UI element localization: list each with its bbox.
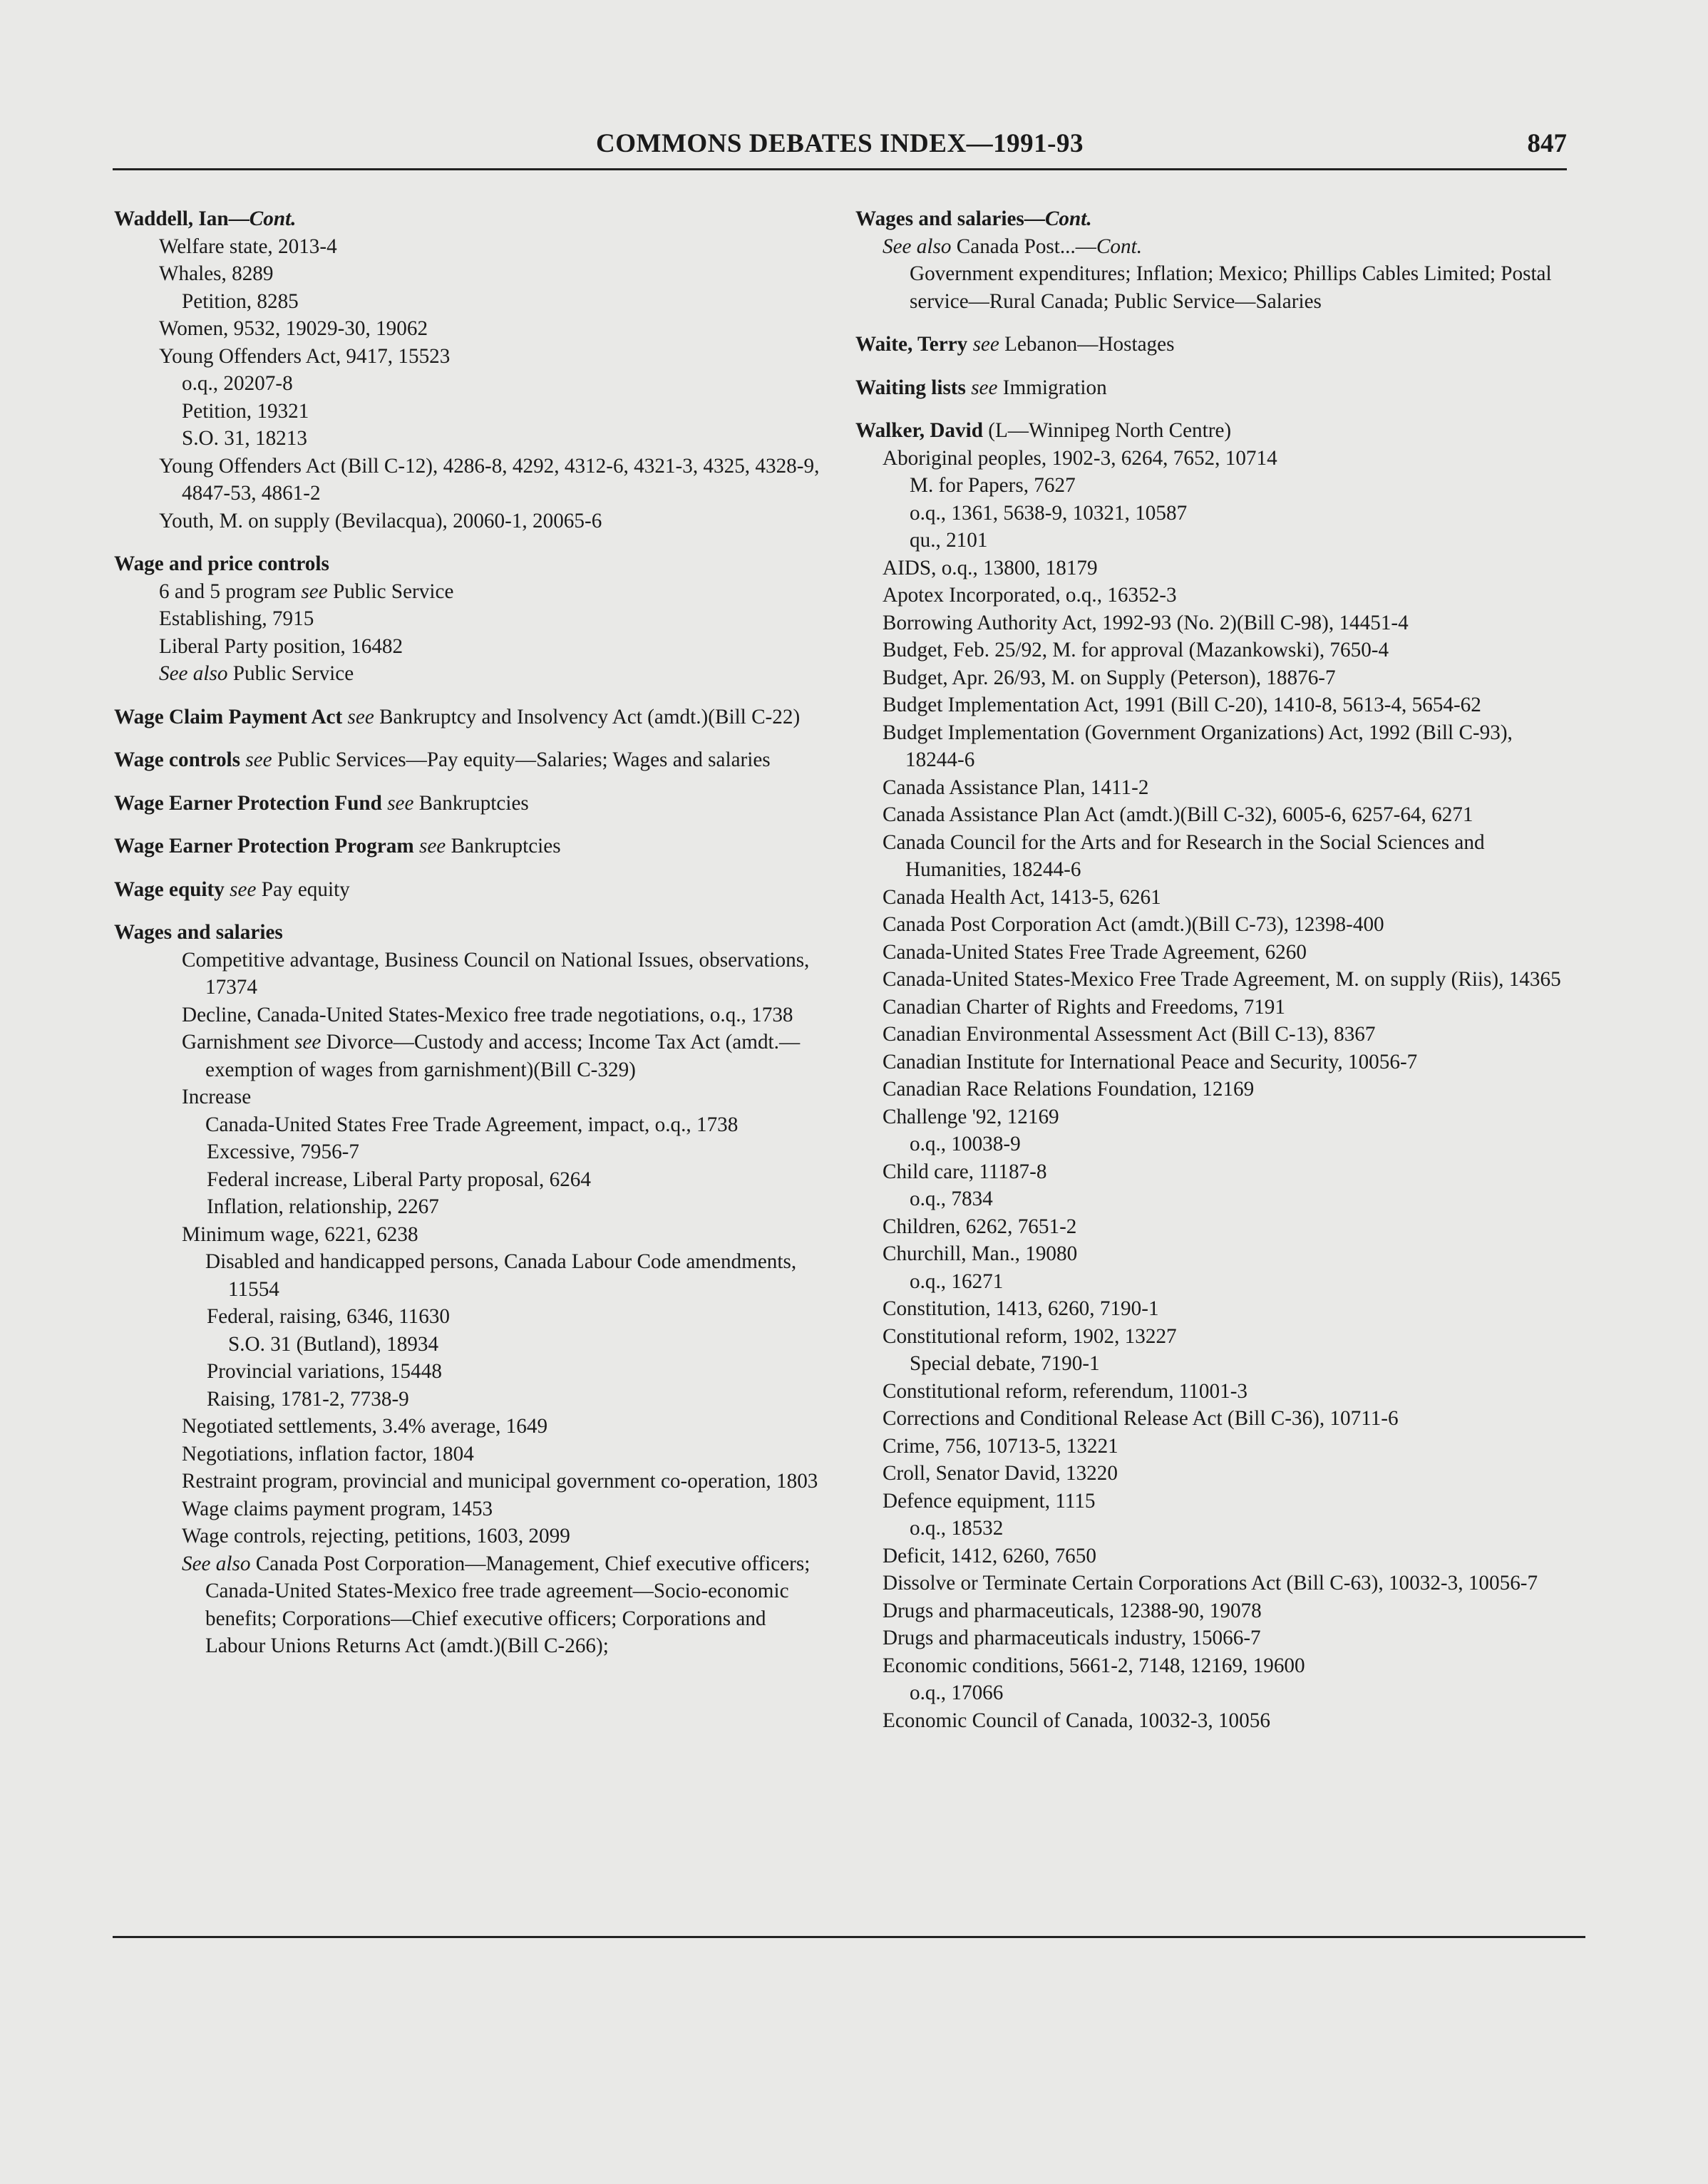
index-text: Liberal Party position, 16482 <box>159 634 403 658</box>
index-text: Negotiated settlements, 3.4% average, 1649 <box>182 1415 548 1438</box>
index-text: o.q., 1361, 5638-9, 10321, 10587 <box>910 501 1188 525</box>
index-text: Women, 9532, 19029-30, 19062 <box>159 317 428 340</box>
index-line <box>855 417 1568 445</box>
index-entry <box>114 704 827 731</box>
index-line <box>855 1433 1568 1461</box>
index-line <box>855 609 1568 637</box>
index-text: Canada Council for the Arts and for Research in the Social Sciences and Humanities, 18244-6 <box>883 830 1485 881</box>
index-line <box>855 233 1568 261</box>
index-line <box>855 527 1568 555</box>
index-text: (L—Winnipeg North Centre) <box>982 419 1232 442</box>
cross-ref-label: Cont. <box>249 207 297 230</box>
cross-ref-label: Cont. <box>1044 207 1092 230</box>
cross-ref-label: see <box>381 791 414 815</box>
index-entry <box>114 919 827 1660</box>
index-text: Budget, Apr. 26/93, M. on Supply (Peterson), 18876-7 <box>883 666 1336 689</box>
index-heading <box>114 919 827 947</box>
index-line <box>855 374 1568 402</box>
index-line <box>114 947 827 1001</box>
index-text: Drugs and pharmaceuticals, 12388-90, 19078 <box>883 1599 1262 1622</box>
index-term: Wage Earner Protection Fund <box>114 791 382 815</box>
index-text: Wage controls, rejecting, petitions, 1603, 2099 <box>182 1525 570 1547</box>
footer-rule <box>113 1936 1585 1938</box>
index-text: Welfare state, 2013-4 <box>159 235 337 258</box>
index-line <box>855 1185 1568 1213</box>
index-entry <box>855 331 1568 359</box>
index-entry <box>114 790 827 818</box>
index-text: Canada Post...— <box>951 235 1096 258</box>
index-text: Canada-United States Free Trade Agreement, impact, o.q., 1738 <box>205 1113 739 1136</box>
index-term: Waite, Terry <box>855 333 968 356</box>
index-text: Canada Assistance Plan Act (amdt.)(Bill C-32), 6005-6, 6257-64, 6271 <box>883 803 1473 826</box>
index-text: Increase <box>182 1086 252 1108</box>
index-line <box>855 1350 1568 1378</box>
index-text: Bankruptcy and Insolvency Act (amdt.)(Bill C-22) <box>374 705 801 728</box>
index-line <box>855 1515 1568 1542</box>
index-line <box>855 331 1568 359</box>
index-line <box>114 1523 827 1550</box>
index-text: Disabled and handicapped persons, Canada Labour Code amendments, 11554 <box>205 1250 797 1301</box>
index-line <box>855 1405 1568 1433</box>
index-line <box>855 1103 1568 1131</box>
index-line <box>855 1624 1568 1652</box>
index-text: Public Service <box>327 580 454 603</box>
cross-ref-label: see <box>240 748 272 771</box>
index-line <box>114 425 827 453</box>
index-line <box>855 1295 1568 1323</box>
index-entry <box>114 205 827 535</box>
index-text: Bankruptcies <box>413 791 529 815</box>
index-line <box>855 1707 1568 1735</box>
index-line <box>855 884 1568 912</box>
index-text: Drugs and pharmaceuticals industry, 15066-7 <box>883 1627 1261 1649</box>
index-text: Budget Implementation Act, 1991 (Bill C-20), 1410-8, 5613-4, 5654-62 <box>883 694 1481 716</box>
index-line <box>114 1413 827 1441</box>
index-term: Walker, David <box>855 419 983 442</box>
index-text: Young Offenders Act (Bill C-12), 4286-8, 4292, 4312-6, 4321-3, 4325, 4328-9, 4847-53, 4861-2 <box>159 454 820 505</box>
index-line <box>855 582 1568 609</box>
index-text: Canadian Race Relations Foundation, 12169 <box>883 1078 1255 1101</box>
index-entry <box>114 876 827 904</box>
index-text: Economic Council of Canada, 10032-3, 10056 <box>883 1709 1270 1732</box>
index-line <box>114 1166 827 1194</box>
see-also-label: See also <box>182 1552 251 1575</box>
index-line <box>114 1248 827 1303</box>
index-line <box>114 605 827 633</box>
index-entry <box>855 374 1568 402</box>
index-line <box>855 1542 1568 1570</box>
index-line <box>855 1488 1568 1515</box>
see-also-label: See also <box>883 235 952 258</box>
index-line <box>114 1029 827 1083</box>
index-line <box>114 633 827 661</box>
index-line <box>855 801 1568 829</box>
right-column <box>855 205 1568 1750</box>
index-line <box>855 1679 1568 1707</box>
index-line <box>855 1378 1568 1406</box>
index-line <box>114 876 827 904</box>
index-text: Challenge '92, 12169 <box>883 1105 1059 1128</box>
index-line <box>114 288 827 316</box>
index-text: Divorce—Custody and access; Income Tax Act (amdt.—exemption of wages from garnishment)(Bill C-329) <box>205 1031 801 1081</box>
cross-ref-label: see <box>301 580 328 603</box>
index-line <box>855 829 1568 884</box>
index-text: Apotex Incorporated, o.q., 16352-3 <box>883 584 1177 607</box>
index-line <box>114 1303 827 1331</box>
index-text: Canada Post Corporation Act (amdt.)(Bill C-73), 12398-400 <box>883 913 1384 936</box>
index-line <box>855 500 1568 527</box>
index-text: Young Offenders Act, 9417, 15523 <box>159 344 451 368</box>
index-text: Bankruptcies <box>446 835 561 857</box>
index-line <box>114 343 827 371</box>
cross-ref-label: see <box>224 877 257 901</box>
index-line <box>855 1076 1568 1103</box>
index-line <box>114 1083 827 1111</box>
index-line <box>114 1111 827 1139</box>
index-text: Canada-United States-Mexico Free Trade Agreement, M. on supply (Riis), 14365 <box>883 968 1561 991</box>
cross-ref-label: see <box>413 835 446 857</box>
index-entry <box>114 833 827 860</box>
index-line <box>114 660 827 688</box>
index-text: Wage claims payment program, 1453 <box>182 1497 493 1520</box>
header-rule <box>113 168 1567 170</box>
index-term: Wage Earner Protection Program <box>114 835 414 857</box>
index-term: Wage equity <box>114 877 225 901</box>
index-line <box>855 1158 1568 1186</box>
index-line <box>855 1240 1568 1268</box>
see-also-label: See also <box>159 662 228 685</box>
index-line <box>114 260 827 288</box>
index-text: Provincial variations, 15448 <box>207 1360 442 1383</box>
left-column <box>114 205 827 1676</box>
index-text: Pay equity <box>256 877 350 901</box>
index-text: Constitution, 1413, 6260, 7190-1 <box>883 1297 1159 1320</box>
index-text: o.q., 7834 <box>910 1188 993 1210</box>
index-line <box>855 1570 1568 1597</box>
index-text: o.q., 17066 <box>910 1681 1004 1704</box>
index-text: Child care, 11187-8 <box>883 1160 1047 1183</box>
index-text: Excessive, 7956-7 <box>207 1140 359 1163</box>
index-text: Canada Assistance Plan, 1411-2 <box>883 776 1149 799</box>
index-text: 6 and 5 program <box>159 580 302 603</box>
index-text: Dissolve or Terminate Certain Corporations Act (Bill C-63), 10032-3, 10056-7 <box>883 1572 1538 1595</box>
index-line <box>114 370 827 398</box>
index-line <box>114 233 827 261</box>
index-line <box>855 1130 1568 1158</box>
index-line <box>855 555 1568 582</box>
index-text: Deficit, 1412, 6260, 7650 <box>883 1544 1096 1567</box>
index-text: Lebanon—Hostages <box>999 333 1175 356</box>
index-line <box>855 911 1568 939</box>
index-text: Inflation, relationship, 2267 <box>207 1195 439 1218</box>
index-line <box>114 790 827 818</box>
index-text: Borrowing Authority Act, 1992-93 (No. 2)(Bill C-98), 14451-4 <box>883 611 1409 634</box>
index-term: Wage Claim Payment Act <box>114 705 343 728</box>
index-text: o.q., 18532 <box>910 1517 1004 1540</box>
index-heading <box>114 205 827 233</box>
index-line <box>855 637 1568 664</box>
index-text: Waddell, Ian— <box>114 207 249 230</box>
index-text: Canadian Charter of Rights and Freedoms, 7191 <box>883 995 1285 1019</box>
index-line <box>114 833 827 860</box>
index-text: S.O. 31 (Butland), 18934 <box>228 1332 439 1356</box>
index-term: Waiting lists <box>855 376 966 399</box>
index-heading <box>114 550 827 578</box>
index-line <box>855 691 1568 719</box>
index-line <box>855 1268 1568 1296</box>
index-text: o.q., 20207-8 <box>182 372 293 395</box>
index-text: Children, 6262, 7651-2 <box>883 1215 1077 1238</box>
page-header <box>113 128 1567 165</box>
index-text: Minimum wage, 6221, 6238 <box>182 1222 418 1246</box>
index-line <box>114 315 827 343</box>
index-text: Youth, M. on supply (Bevilacqua), 20060-1, 20065-6 <box>159 509 602 532</box>
index-line <box>855 1652 1568 1680</box>
index-entry <box>855 417 1568 1734</box>
index-line <box>114 453 827 508</box>
index-text: o.q., 10038-9 <box>910 1133 1021 1155</box>
index-text: AIDS, o.q., 13800, 18179 <box>883 556 1098 580</box>
index-text: Aboriginal peoples, 1902-3, 6264, 7652, 10714 <box>883 446 1277 470</box>
index-text: Competitive advantage, Business Council on National Issues, observations, 17374 <box>182 948 810 999</box>
index-line <box>855 445 1568 473</box>
index-text: Economic conditions, 5661-2, 7148, 12169, 19600 <box>883 1654 1305 1677</box>
index-text: Crime, 756, 10713-5, 13221 <box>883 1434 1118 1458</box>
index-text: Special debate, 7190-1 <box>910 1352 1100 1375</box>
index-heading <box>855 205 1568 233</box>
cross-ref-label: see <box>294 1031 321 1054</box>
index-line <box>114 1358 827 1386</box>
index-line <box>114 1193 827 1221</box>
index-line <box>114 1331 827 1359</box>
index-text: Garnishment <box>182 1031 295 1054</box>
cross-ref-label: Cont. <box>1096 235 1143 258</box>
page-number: 847 <box>1527 129 1567 158</box>
index-line <box>114 1441 827 1468</box>
index-text: Canada Post Corporation—Management, Chief executive officers; Canada-United States-Mexico free trade agreement—Socio-economic benefits; Corporations—Chief executive officers; Corporations and Labour Unions Returns Act (amdt.)(Bill C-266); <box>205 1552 811 1657</box>
index-text: Canada-United States Free Trade Agreement, 6260 <box>883 940 1307 964</box>
index-term: Wage controls <box>114 748 241 771</box>
index-text: Public Service <box>227 662 354 685</box>
index-line <box>855 1323 1568 1351</box>
index-text: Restraint program, provincial and municipal government co-operation, 1803 <box>182 1470 818 1493</box>
index-line <box>114 1221 827 1249</box>
cross-ref-label: see <box>965 376 998 399</box>
index-line <box>114 1001 827 1029</box>
page-title: COMMONS DEBATES INDEX—1991-93 <box>596 129 1084 158</box>
index-line <box>855 1213 1568 1241</box>
index-text: Canada Health Act, 1413-5, 6261 <box>883 885 1161 909</box>
cross-ref-label: see <box>342 705 374 728</box>
index-entry <box>114 746 827 774</box>
index-line <box>855 1597 1568 1625</box>
index-line <box>114 1550 827 1660</box>
index-text: S.O. 31, 18213 <box>182 427 307 450</box>
index-text: Wage and price controls <box>114 552 329 575</box>
index-text: M. for Papers, 7627 <box>910 474 1076 497</box>
index-text: Immigration <box>997 376 1107 399</box>
index-text: Federal, raising, 6346, 11630 <box>207 1305 451 1328</box>
index-text: Budget, Feb. 25/92, M. for approval (Mazankowski), 7650-4 <box>883 639 1389 661</box>
index-line <box>855 994 1568 1021</box>
index-text: Wages and salaries— <box>855 207 1045 230</box>
index-line <box>855 939 1568 967</box>
index-line <box>114 1495 827 1523</box>
index-text: Whales, 8289 <box>159 262 274 285</box>
index-text: Constitutional reform, 1902, 13227 <box>883 1324 1177 1348</box>
index-text: Wages and salaries <box>114 921 283 944</box>
cross-ref-label: see <box>967 333 999 356</box>
index-entry <box>855 205 1568 315</box>
index-text: Decline, Canada-United States-Mexico free trade negotiations, o.q., 1738 <box>182 1003 793 1026</box>
index-line <box>114 746 827 774</box>
index-text: qu., 2101 <box>910 529 988 552</box>
index-text: Federal increase, Liberal Party proposal, 6264 <box>207 1168 591 1191</box>
index-line <box>114 508 827 535</box>
index-text: Raising, 1781-2, 7738-9 <box>207 1387 409 1411</box>
index-text: Petition, 8285 <box>182 289 299 313</box>
index-line <box>855 260 1568 315</box>
index-text: Budget Implementation (Government Organizations) Act, 1992 (Bill C-93), 18244-6 <box>883 721 1513 771</box>
index-line <box>855 1049 1568 1076</box>
index-line <box>114 578 827 606</box>
index-text: Petition, 19321 <box>182 399 309 423</box>
index-text: Churchill, Man., 19080 <box>883 1242 1078 1265</box>
index-entry <box>114 550 827 688</box>
index-line <box>114 1386 827 1413</box>
index-line <box>855 774 1568 802</box>
index-line <box>114 398 827 426</box>
index-line <box>114 1138 827 1166</box>
index-line <box>855 1460 1568 1488</box>
index-text: Canadian Institute for International Peace and Security, 10056-7 <box>883 1050 1418 1073</box>
index-text: Negotiations, inflation factor, 1804 <box>182 1442 474 1466</box>
index-text: Canadian Environmental Assessment Act (Bill C-13), 8367 <box>883 1023 1376 1046</box>
index-line <box>855 719 1568 774</box>
index-line <box>114 704 827 731</box>
index-line <box>855 966 1568 994</box>
index-line <box>855 664 1568 692</box>
index-text: Public Services—Pay equity—Salaries; Wages and salaries <box>272 748 771 771</box>
index-line <box>114 1468 827 1495</box>
index-text: Defence equipment, 1115 <box>883 1489 1096 1513</box>
index-line <box>855 1021 1568 1049</box>
index-text: Corrections and Conditional Release Act (Bill C-36), 10711-6 <box>883 1407 1399 1430</box>
index-text: o.q., 16271 <box>910 1269 1004 1293</box>
index-text: Constitutional reform, referendum, 11001-3 <box>883 1379 1248 1403</box>
index-text: Government expenditures; Inflation; Mexico; Phillips Cables Limited; Postal service—Rural Canada; Public Service—Salaries <box>910 262 1552 313</box>
index-text: Establishing, 7915 <box>159 607 314 630</box>
index-text: Croll, Senator David, 13220 <box>883 1462 1118 1485</box>
index-line <box>855 472 1568 500</box>
